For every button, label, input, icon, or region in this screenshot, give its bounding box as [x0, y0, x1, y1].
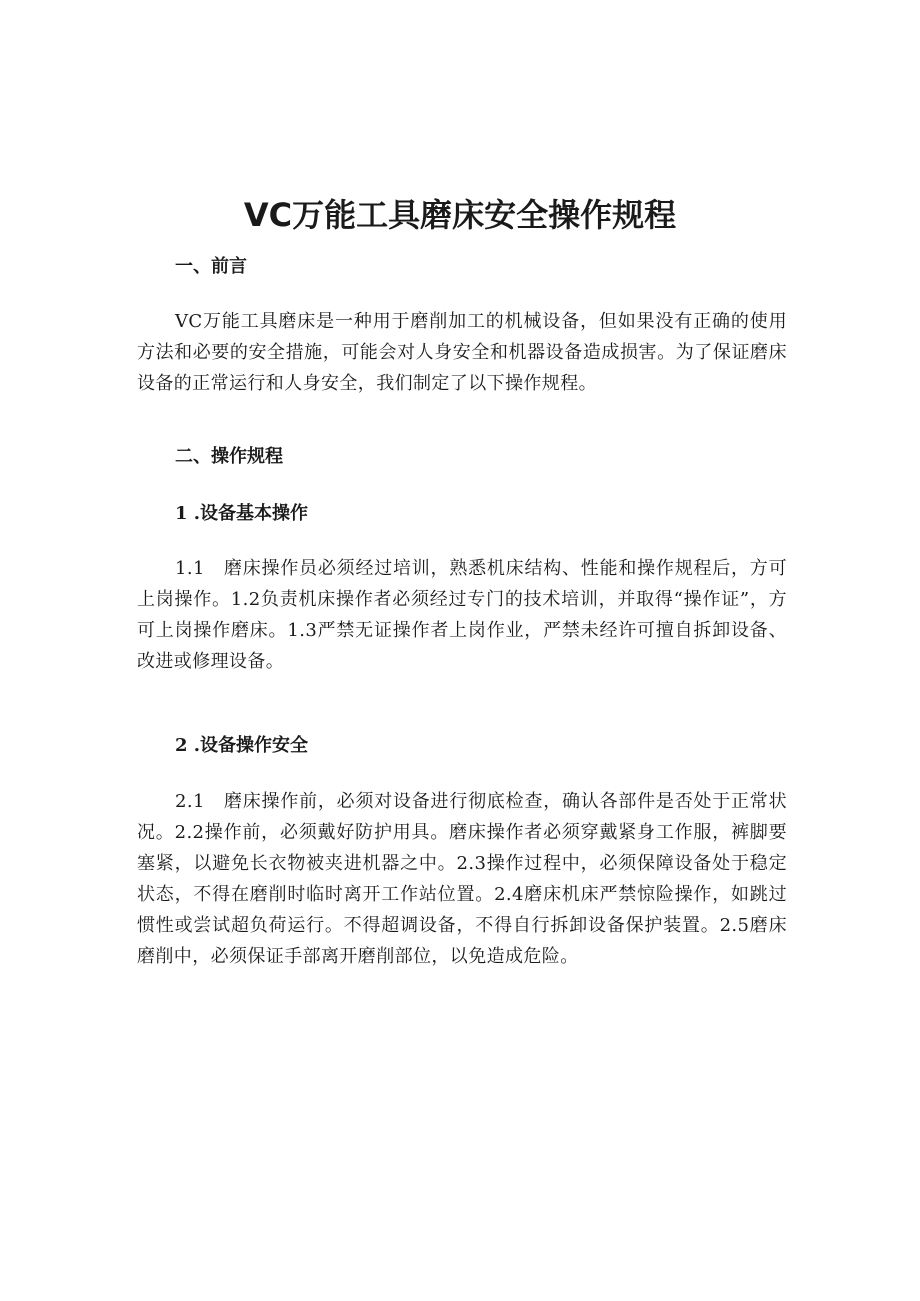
preface-paragraph: VC万能工具磨床是一种用于磨削加工的机械设备，但如果没有正确的使用方法和必要的安全措施，可能会对人身安全和机器设备造成损害。为了保证磨床设备的正常运行和人身安全，我们制定了以下操作规程。: [137, 311, 787, 394]
document-title: VC万能工具磨床安全操作规程: [243, 196, 677, 234]
subsection-heading-basic-operation: 1 .设备基本操作: [175, 503, 309, 524]
section-heading-procedures: 二、操作规程: [175, 446, 283, 467]
section-heading-preface: 一、前言: [175, 256, 247, 277]
basic-operation-paragraph: 1.1 磨床操作员必须经过培训，熟悉机床结构、性能和操作规程后，方可上岗操作。1.2负责机床操作者必须经过专门的技术培训，并取得“操作证”，方可上岗操作磨床。1.3严禁无证操作者上岗作业，严禁未经许可擅自拆卸设备、改进或修理设备。: [137, 558, 787, 672]
subsection-heading-operation-safety: 2 .设备操作安全: [175, 735, 309, 756]
operation-safety-paragraph: 2.1 磨床操作前，必须对设备进行彻底检查，确认各部件是否处于正常状况。2.2操作前，必须戴好防护用具。磨床操作者必须穿戴紧身工作服，裤脚要塞紧，以避免长衣物被夹进机器之中。2.3操作过程中，必须保障设备处于稳定状态，不得在磨削时临时离开工作站位置。2.4磨床机床严禁惊险操作，如跳过惯性或尝试超负荷运行。不得超调设备，不得自行拆卸设备保护装置。2.5磨床磨削中，必须保证手部离开磨削部位，以免造成危险。: [137, 791, 787, 967]
